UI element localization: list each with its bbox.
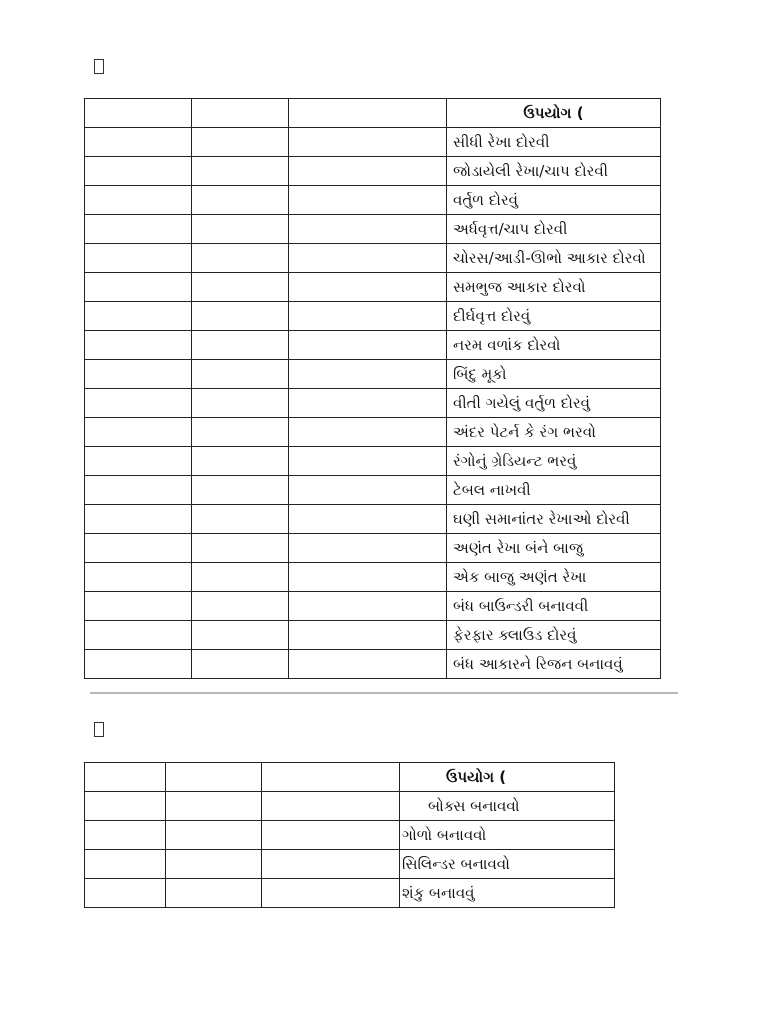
- table-row: [85, 418, 661, 447]
- usage-cell: બંધ બાઉન્ડરી બનાવવી: [447, 592, 661, 621]
- empty-cell: [289, 215, 447, 244]
- empty-cell: [289, 505, 447, 534]
- empty-cell: [166, 850, 262, 879]
- empty-cell: [192, 273, 289, 302]
- empty-cell: [85, 763, 166, 792]
- empty-cell: [192, 157, 289, 186]
- usage-cell: બંધ આકારને રિજન બનાવવું: [447, 650, 661, 679]
- empty-cell: [289, 563, 447, 592]
- empty-cell: [85, 476, 192, 505]
- usage-cell: ચોરસ/આડી-ઊભો આકાર દોરવો: [447, 244, 661, 273]
- table-row: [85, 534, 661, 563]
- empty-cell: [289, 244, 447, 273]
- usage-cell: વર્તુળ દોરવું: [447, 186, 661, 215]
- empty-cell: [262, 792, 400, 821]
- usage-cell: જોડાયેલી રેખા/ચાપ દોરવી: [447, 157, 661, 186]
- empty-cell: [85, 447, 192, 476]
- usage-cell: ફેરફાર ક્લાઉડ દોરવું: [447, 621, 661, 650]
- usage-cell: એક બાજુ અણંત રેખા: [447, 563, 661, 592]
- empty-cell: [289, 302, 447, 331]
- usage-cell: શંકુ બનાવવું: [400, 879, 615, 908]
- empty-cell: [289, 389, 447, 418]
- empty-cell: [192, 534, 289, 563]
- empty-cell: [85, 621, 192, 650]
- empty-cell: [192, 360, 289, 389]
- empty-cell: [85, 505, 192, 534]
- empty-cell: [85, 821, 166, 850]
- table-row: [85, 792, 615, 821]
- usage-cell: ટેબલ નાખવી: [447, 476, 661, 505]
- empty-cell: [192, 128, 289, 157]
- commands-table-2d: [84, 98, 661, 679]
- empty-cell: [192, 650, 289, 679]
- empty-cell: [192, 186, 289, 215]
- empty-cell: [85, 389, 192, 418]
- empty-cell: [289, 476, 447, 505]
- usage-cell: નરમ વળાંક દોરવો: [447, 331, 661, 360]
- empty-cell: [192, 418, 289, 447]
- empty-cell: [289, 331, 447, 360]
- empty-cell: [85, 215, 192, 244]
- table-row: [85, 331, 661, 360]
- usage-cell: દીર્ઘવૃત્ત દોરવું: [447, 302, 661, 331]
- table-row: [85, 476, 661, 505]
- table-row: [85, 360, 661, 389]
- empty-cell: [85, 273, 192, 302]
- empty-cell: [85, 563, 192, 592]
- empty-cell: [192, 215, 289, 244]
- empty-cell: [192, 99, 289, 128]
- usage-cell: બોક્સ બનાવવો: [400, 792, 615, 821]
- usage-cell: સિલિન્ડર બનાવવો: [400, 850, 615, 879]
- table-row: [85, 592, 661, 621]
- empty-cell: [262, 821, 400, 850]
- empty-cell: [85, 850, 166, 879]
- usage-cell: ઘણી સમાનાંતર રેખાઓ દોરવી: [447, 505, 661, 534]
- missing-glyph-box-2: [94, 722, 104, 737]
- usage-cell: બિંદુ મૂકો: [447, 360, 661, 389]
- usage-header: ઉપયોગ (: [447, 99, 661, 128]
- table-row: [85, 244, 661, 273]
- table-row: [85, 273, 661, 302]
- empty-cell: [166, 763, 262, 792]
- table-row: [85, 389, 661, 418]
- table-row: [85, 157, 661, 186]
- empty-cell: [85, 650, 192, 679]
- empty-cell: [166, 879, 262, 908]
- usage-cell: રંગોનું ગ્રેડિયન્ટ ભરવું: [447, 447, 661, 476]
- empty-cell: [85, 186, 192, 215]
- table-row: [85, 505, 661, 534]
- empty-cell: [289, 273, 447, 302]
- empty-cell: [166, 792, 262, 821]
- empty-cell: [289, 592, 447, 621]
- usage-cell: અણંત રેખા બંને બાજુ: [447, 534, 661, 563]
- empty-cell: [192, 244, 289, 273]
- table-row: [85, 850, 615, 879]
- empty-cell: [192, 621, 289, 650]
- empty-cell: [262, 763, 400, 792]
- empty-cell: [289, 534, 447, 563]
- empty-cell: [85, 592, 192, 621]
- empty-cell: [85, 360, 192, 389]
- empty-cell: [85, 418, 192, 447]
- empty-cell: [289, 418, 447, 447]
- empty-cell: [85, 792, 166, 821]
- table-header-row: [85, 763, 615, 792]
- missing-glyph-box-1: [94, 59, 104, 74]
- table-row: [85, 447, 661, 476]
- table-row: [85, 215, 661, 244]
- usage-cell: વીતી ગયેલું વર્તુળ દોરવું: [447, 389, 661, 418]
- table-row: [85, 186, 661, 215]
- table-row: [85, 821, 615, 850]
- table-row: [85, 128, 661, 157]
- empty-cell: [262, 879, 400, 908]
- usage-cell: સમભુજ આકાર દોરવો: [447, 273, 661, 302]
- usage-cell: ગોળો બનાવવો: [400, 821, 615, 850]
- empty-cell: [192, 563, 289, 592]
- empty-cell: [192, 302, 289, 331]
- table-row: [85, 621, 661, 650]
- empty-cell: [192, 505, 289, 534]
- table-row: [85, 879, 615, 908]
- empty-cell: [289, 128, 447, 157]
- empty-cell: [289, 186, 447, 215]
- table-row: [85, 563, 661, 592]
- empty-cell: [289, 99, 447, 128]
- empty-cell: [262, 850, 400, 879]
- empty-cell: [192, 592, 289, 621]
- commands-table-3d: [84, 762, 615, 908]
- empty-cell: [289, 650, 447, 679]
- table-header-row: [85, 99, 661, 128]
- empty-cell: [192, 476, 289, 505]
- empty-cell: [85, 534, 192, 563]
- empty-cell: [289, 360, 447, 389]
- section-divider: [90, 692, 678, 694]
- empty-cell: [192, 447, 289, 476]
- empty-cell: [166, 821, 262, 850]
- empty-cell: [85, 99, 192, 128]
- empty-cell: [289, 447, 447, 476]
- empty-cell: [192, 389, 289, 418]
- empty-cell: [85, 331, 192, 360]
- table-row: [85, 302, 661, 331]
- usage-cell: સીધી રેખા દોરવી: [447, 128, 661, 157]
- empty-cell: [192, 331, 289, 360]
- usage-header: ઉપયોગ (: [400, 763, 615, 792]
- usage-cell: અંદર પેટર્ન કે રંગ ભરવો: [447, 418, 661, 447]
- table-row: [85, 650, 661, 679]
- empty-cell: [85, 157, 192, 186]
- empty-cell: [85, 244, 192, 273]
- empty-cell: [289, 157, 447, 186]
- empty-cell: [85, 128, 192, 157]
- empty-cell: [85, 302, 192, 331]
- empty-cell: [85, 879, 166, 908]
- empty-cell: [289, 621, 447, 650]
- usage-cell: અર્ધવૃત્ત/ચાપ દોરવી: [447, 215, 661, 244]
